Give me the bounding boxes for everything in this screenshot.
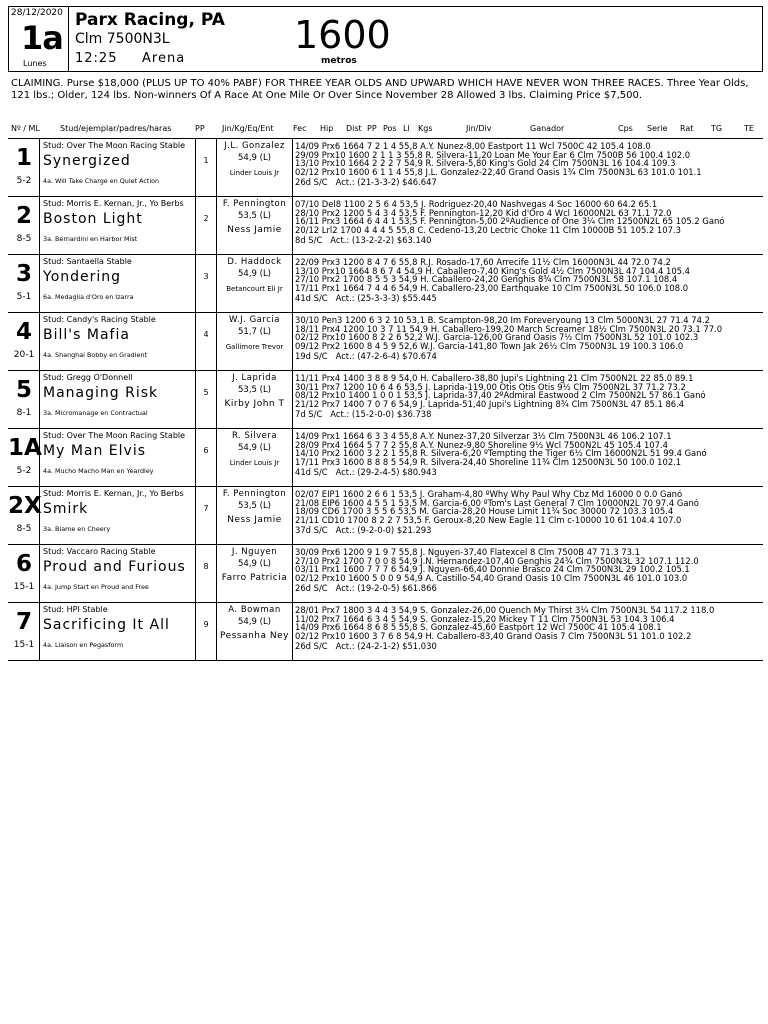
col-serie: Serie (647, 124, 668, 133)
col-dist: Dist (346, 124, 362, 133)
past-performance-line: 27/10 Prx2 1700 8 5 5 3 54,9 H. Caballero-24,20 Genghis 8¾ Clm 7500N3L 58 107.1 108.4 (295, 274, 678, 285)
days-since: 7d S/C (295, 409, 323, 419)
past-performance-line: 22/09 Prx3 1200 8 4 7 6 55,8 R.J. Rosado-17,60 Arrecife 11½ Clm 16000N3L 44 72.0 74.2 (295, 257, 671, 267)
program-number: 1 (15, 145, 32, 171)
past-performance-line: 14/09 Prx6 1664 7 2 1 4 55,8 A.Y. Nunez-8,00 Eastport 11 Wcl 7500C 42 105.4 108.0 (295, 141, 651, 151)
horse-cell (40, 603, 196, 660)
horse-cell (40, 197, 196, 254)
days-since: 26d S/C (295, 641, 328, 651)
trainer-name: Linder Louis Jr (229, 169, 280, 177)
program-number: 5 (15, 377, 32, 403)
past-performance-line: 08/12 Prx10 1400 1 0 0 1 53,5 J. Laprida-37,40 2ºAdmiral Eastwood 2 Clm 7500N2L 57 86.1 Ganó (295, 390, 706, 401)
past-performance-line: 07/10 Del8 1100 2 5 6 4 53,5 J. Rodriguez-20,40 Nashvegas 4 Soc 16000 60 64.2 65.1 (295, 199, 658, 209)
post-position: 2 (196, 197, 217, 254)
horse-name: Proud and Furious (43, 559, 186, 575)
horse-name: Sacrificing It All (43, 617, 170, 633)
record-earnings: Act.: (21-3-3-2) $46.647 (335, 177, 437, 187)
past-performance-line: 21/12 Prx7 1400 7 0 7 6 54,9 J. Laprida-51,40 Jupi's Lightning 8¾ Clm 7500N3L 47 85.1 86.4 (295, 398, 685, 409)
past-performance-line: 18/11 Prx4 1200 10 3 7 11 54,9 H. Caballero-199,20 March Screamer 18½ Clm 7500N3L 20 73.1 77.0 (295, 323, 723, 334)
program-cell (8, 197, 40, 254)
pp-lines (295, 258, 690, 292)
horse-name: My Man Elvis (43, 443, 146, 459)
record-earnings: Act.: (47-2-6-4) $70.674 (335, 351, 437, 361)
days-since: 41d S/C (295, 293, 328, 303)
program-number: 2 (15, 203, 32, 229)
program-cell (8, 487, 40, 544)
jockey-name: D. Haddock (227, 257, 282, 267)
record-earnings: Act.: (29-2-4-5) $80.943 (335, 467, 437, 477)
past-performance-line: 21/08 EIP6 1600 4 5 5 1 53,5 M. Garcia-6,00 ºTom's Last General 7 Clm 10000N2L 70 97.4 Ganó (295, 497, 699, 508)
past-performances (293, 255, 763, 312)
past-performance-line: 28/09 Prx4 1664 5 7 7 2 55,8 A.Y. Nunez-9,80 Shoreline 9½ Wcl 7500N2L 45 105.4 107.4 (295, 439, 668, 450)
weight: 53,5 (L) (238, 501, 271, 511)
col-fec: Fec (293, 124, 307, 133)
pp-summary (295, 178, 437, 187)
col-pp: PP (195, 124, 205, 133)
col-jockey: Jin/Kg/Eq/Ent (222, 124, 274, 133)
col-te: TE (744, 124, 754, 133)
program-number: 7 (15, 609, 32, 635)
past-performance-line: 20/12 Lrl2 1700 4 4 4 5 55,8 C. Cedeno-13,20 Lectric Choke 11 Clm 10000B 51 105.2 107.3 (295, 224, 681, 235)
past-performance-line: 03/11 Prx1 1600 7 7 7 6 54,9 J. Nguyen-66,40 Donnie Brasco 24 Clm 7500N3L 29 100.2 105.1 (295, 564, 690, 575)
morning-line-odds: 5-2 (16, 176, 32, 186)
post-position: 9 (196, 603, 217, 660)
jockey-name: J.L. Gonzalez (224, 141, 285, 151)
past-performance-line: 18/09 CD6 1700 3 5 5 6 53,5 M. Garcia-28,20 House Limit 11¾ Soc 30000 72 103.3 105.4 (295, 506, 674, 517)
stud-owner: Stud: Gregg O'Donnell (43, 373, 133, 382)
morning-line-odds: 15-1 (13, 640, 35, 650)
post-position: 6 (196, 429, 217, 486)
past-performance-line: 17/11 Prx3 1600 8 8 8 5 54,9 R. Silvera-24,40 Shoreline 11¾ Clm 12500N3L 50 100.0 102.1 (295, 456, 682, 467)
days-since: 19d S/C (295, 351, 328, 361)
horse-name: Bill's Mafia (43, 327, 130, 343)
program-cell (8, 545, 40, 602)
past-performance-line: 30/11 Prx7 1200 10 6 4 6 53,5 J. Laprida-119,00 Otis Otis Otis 9½ Clm 7500N2L 37 71.2 73.2 (295, 381, 686, 392)
past-performance-line: 29/09 Prx10 1600 2 1 1 3 55,8 R. Silvera-11,20 Loan Me Your Ear 6 Clm 7500B 56 100.4 102.0 (295, 149, 691, 160)
past-performance-line: 02/07 EIP1 1600 2 6 6 1 53,5 J. Graham-4,80 ºWhy Why Paul Why Cbz Md 16000 0 0.0 Ganó (295, 489, 683, 499)
jockey-cell (217, 197, 293, 254)
pedigree: 6a. Medaglia d'Oro en Izarra (43, 293, 134, 301)
post-position: 1 (196, 139, 217, 196)
program-number: 3 (15, 261, 32, 287)
col-cps: Cps (618, 124, 633, 133)
col-ganador: Ganador (530, 124, 565, 133)
pedigree: 4a. Jump Start en Proud and Free (43, 583, 149, 591)
stud-owner: Stud: Morris E. Kernan, Jr., Yo Berbs (43, 199, 184, 208)
horse-cell (40, 487, 196, 544)
race-distance: 1600 (294, 13, 391, 57)
past-performance-line: 14/10 Prx2 1600 3 2 2 1 55,8 R. Silvera-6,20 ºTempting the Tiger 6½ Clm 16000N2L 51 99.4 Ganó (295, 448, 707, 459)
past-performance-line: 11/11 Prx4 1400 3 8 8 9 54,0 H. Caballero-38,80 Jupi's Lightning 21 Clm 7500N2L 22 85.0 89.1 (295, 373, 694, 383)
horse-cell (40, 313, 196, 370)
past-performance-line: 02/12 Prx10 1600 6 1 1 4 55,8 J.L. Gonzalez-22,40 Grand Oasis 1¾ Clm 7500N3L 63 101.0 101.1 (295, 166, 702, 177)
past-performances (293, 197, 763, 254)
entry-row (8, 487, 763, 545)
pedigree: 3a. Blame en Cheery (43, 525, 111, 533)
past-performance-line: 16/11 Prx3 1664 6 4 4 1 53,5 F. Pennington-5,00 2ºAudience of One 3¼ Clm 12500N2L 65 105.2 Ganó (295, 216, 725, 227)
morning-line-odds: 8-1 (16, 408, 32, 418)
race-class: Clm 7500N3L (75, 31, 170, 47)
jockey-name: W.J. Garcia (229, 315, 280, 325)
pp-lines (295, 316, 722, 350)
past-performance-line: 17/11 Prx1 1664 7 4 4 6 54,9 H. Caballero-23,00 Earthquake 10 Clm 7500N3L 50 106.0 108.0 (295, 282, 689, 293)
past-performance-line: 14/09 Prx6 1664 8 6 8 5 55,8 S. Gonzalez-45,60 Eastport 12 Wcl 7500C 41 105.4 108.1 (295, 622, 662, 633)
entry-row (8, 197, 763, 255)
post-position: 3 (196, 255, 217, 312)
past-performances (293, 371, 763, 428)
horse-cell (40, 371, 196, 428)
weight: 51,7 (L) (238, 327, 271, 337)
past-performance-line: 11/02 Prx7 1664 6 3 4 5 54,9 S. Gonzalez-15,20 Mickey T 11 Clm 7500N3L 53 104.3 106.4 (295, 613, 675, 624)
jockey-cell (217, 139, 293, 196)
horse-name: Boston Light (43, 211, 143, 227)
entry-row (8, 545, 763, 603)
col-num: Nº / ML (11, 124, 40, 133)
col-tg: TG (711, 124, 723, 133)
horse-cell (40, 545, 196, 602)
pp-summary (295, 526, 431, 535)
pedigree: 4a. Liaison en Pegasform (43, 641, 124, 649)
post-time: 12:25 (75, 51, 118, 66)
race-date: 28/12/2020 (11, 8, 63, 18)
past-performance-line: 13/10 Prx10 1664 2 2 2 7 54,9 R. Silvera-5,80 King's Gold 24 Clm 7500N3L 16 104.4 109.3 (295, 158, 676, 169)
weight: 54,9 (L) (238, 617, 271, 627)
days-since: 8d S/C (295, 235, 323, 245)
post-position: 4 (196, 313, 217, 370)
entry-row (8, 371, 763, 429)
pp-lines (295, 374, 706, 408)
pp-summary (295, 642, 437, 651)
past-performance-line: 02/12 Prx10 1600 8 2 2 6 52,2 W.J. Garcia-126,00 Grand Oasis 7½ Clm 7500N3L 52 101.0 102.3 (295, 332, 699, 343)
jockey-cell (217, 371, 293, 428)
weight: 54,9 (L) (238, 153, 271, 163)
days-since: 41d S/C (295, 467, 328, 477)
horse-name: Smirk (43, 501, 89, 517)
pp-summary (295, 236, 431, 245)
race-header (8, 6, 763, 72)
race-day: Lunes (23, 59, 47, 68)
jockey-cell (217, 313, 293, 370)
jockey-cell (217, 603, 293, 660)
pp-summary (295, 352, 437, 361)
past-performances (293, 545, 763, 602)
morning-line-odds: 20-1 (13, 350, 35, 360)
morning-line-odds: 5-2 (16, 466, 32, 476)
past-performance-line: 13/10 Prx10 1664 8 6 7 4 54,9 H. Caballero-7,40 King's Gold 4½ Clm 7500N3L 47 104.4 105.4 (295, 265, 690, 276)
col-kgs: Kgs (418, 124, 433, 133)
morning-line-odds: 8-5 (16, 524, 32, 534)
pp-lines (295, 548, 699, 582)
trainer-name: Linder Louis Jr (229, 459, 280, 467)
program-number: 1A (8, 435, 42, 461)
entry-row (8, 313, 763, 371)
record-earnings: Act.: (19-2-0-5) $61.866 (335, 583, 437, 593)
entries-table (8, 138, 763, 661)
stud-owner: Stud: Santaella Stable (43, 257, 132, 266)
program-cell (8, 429, 40, 486)
horse-name: Managing Risk (43, 385, 159, 401)
weight: 53,5 (L) (238, 211, 271, 221)
weight: 53,5 (L) (238, 385, 271, 395)
past-performances (293, 429, 763, 486)
weight: 54,9 (L) (238, 269, 271, 279)
trainer-name: Betancourt Eli Jr (226, 285, 283, 293)
pp-lines (295, 200, 724, 234)
entry-row (8, 255, 763, 313)
track-name: Parx Racing, PA (75, 10, 225, 30)
program-cell (8, 313, 40, 370)
jockey-cell (217, 487, 293, 544)
jockey-cell (217, 545, 293, 602)
record-earnings: Act.: (9-2-0-0) $21.293 (335, 525, 432, 535)
trainer-name: Kirby John T (224, 399, 285, 409)
race-number: 1a (21, 19, 63, 57)
past-performances (293, 487, 763, 544)
pp-lines (295, 432, 707, 466)
col-rat: Rat (680, 124, 694, 133)
col-hip: Hip (320, 124, 334, 133)
morning-line-odds: 5-1 (16, 292, 32, 302)
jockey-name: A. Bowman (228, 605, 281, 615)
horse-cell (40, 139, 196, 196)
past-performance-line: 28/10 Prx2 1200 5 4 3 4 53,5 F. Pennington-12,20 Kid d'Oro 4 Wcl 16000N2L 63 71.1 72.0 (295, 207, 672, 218)
program-number: 4 (15, 319, 32, 345)
post-position: 7 (196, 487, 217, 544)
jockey-name: J. Laprida (232, 373, 277, 383)
stud-owner: Stud: Over The Moon Racing Stable (43, 431, 186, 440)
past-performance-line: 27/10 Prx2 1700 7 0 0 8 54,9 J.N. Hernandez-107,40 Genghis 24¾ Clm 7500N3L 32 107.1 112.0 (295, 555, 699, 566)
distance-unit: metros (321, 56, 357, 66)
entry-row (8, 429, 763, 487)
past-performances (293, 313, 763, 370)
past-performance-line: 02/12 Prx10 1600 3 7 6 8 54,9 H. Caballero-83,40 Grand Oasis 7 Clm 7500N3L 51 101.0 102.2 (295, 630, 692, 641)
pp-lines (295, 490, 699, 524)
stud-owner: Stud: Vaccaro Racing Stable (43, 547, 156, 556)
horse-name: Synergized (43, 153, 131, 169)
horse-name: Yondering (43, 269, 122, 285)
pp-summary (295, 410, 431, 419)
past-performances (293, 603, 763, 660)
program-cell (8, 603, 40, 660)
past-performance-line: 14/09 Prx1 1664 6 3 3 4 55,8 A.Y. Nunez-37,20 Silverzar 3½ Clm 7500N3L 46 106.2 107.1 (295, 431, 672, 441)
program-cell (8, 255, 40, 312)
pp-summary (295, 294, 437, 303)
col-ll: Ll (403, 124, 410, 133)
record-earnings: Act.: (13-2-2-2) $63.140 (330, 235, 432, 245)
col-jin: Jin/Div (466, 124, 492, 133)
trainer-name: Ness Jamie (227, 515, 282, 525)
col-stud: Stud/ejemplar/padres/haras (60, 124, 172, 133)
days-since: 37d S/C (295, 525, 328, 535)
jockey-name: J. Nguyen (231, 547, 278, 557)
program-number: 6 (15, 551, 32, 577)
entry-row (8, 603, 763, 661)
trainer-name: Farro Patricia (221, 573, 288, 583)
jockey-cell (217, 429, 293, 486)
horse-cell (40, 255, 196, 312)
days-since: 26d S/C (295, 583, 328, 593)
program-number: 2X (8, 493, 42, 519)
past-performances (293, 139, 763, 196)
stud-owner: Stud: Morris E. Kernan, Jr., Yo Berbs (43, 489, 184, 498)
program-cell (8, 139, 40, 196)
trainer-name: Pessanha Ney (220, 631, 289, 641)
stud-owner: Stud: Candy's Racing Stable (43, 315, 156, 324)
past-performance-line: 30/09 Prx6 1200 9 1 9 7 55,8 J. Nguyen-37,40 Flatexcel 8 Clm 7500B 47 71.3 73.1 (295, 547, 640, 557)
past-performance-line: 02/12 Prx10 1600 5 0 0 9 54,9 A. Castillo-54,40 Grand Oasis 10 Clm 7500N3L 46 101.0 103.0 (295, 572, 688, 583)
jockey-name: F. Pennington (222, 489, 287, 499)
pp-lines (295, 606, 714, 640)
race-conditions: CLAIMING. Purse $18,000 (PLUS UP TO 40% PABF) FOR THREE YEAR OLDS AND UPWARD WHICH HAVE NEVER WON THREE RACES. Three Year Olds, 121 lbs.; Older, 124 lbs. Non-winners Of A Race At One Mile Or Over Since November 28 Allowed 3 lbs. Claiming Price $7,500. (11, 78, 749, 101)
col-ppos: PP (367, 124, 377, 133)
morning-line-odds: 15-1 (13, 582, 35, 592)
days-since: 26d S/C (295, 177, 328, 187)
trainer-name: Gallimore Trevor (225, 343, 284, 351)
stud-owner: Stud: HPI Stable (43, 605, 108, 614)
trainer-name: Ness Jamie (227, 225, 282, 235)
pp-summary (295, 468, 437, 477)
pp-summary (295, 584, 437, 593)
post-position: 8 (196, 545, 217, 602)
entry-row (8, 139, 763, 197)
past-performance-line: 30/10 Pen3 1200 6 3 2 10 53,1 B. Scampton-98,20 Im Foreveryoung 13 Clm 5000N3L 27 71.4 74.2 (295, 315, 710, 325)
record-earnings: Act.: (25-3-3-3) $55.445 (335, 293, 437, 303)
weight: 54,9 (L) (238, 443, 271, 453)
jockey-name: R. Silvera (231, 431, 278, 441)
jockey-name: F. Pennington (222, 199, 287, 209)
past-performance-line: 09/12 Prx2 1600 8 4 5 9 52,6 W.J. Garcia-141,80 Town Jak 26½ Clm 7500N3L 19 100.3 106.0 (295, 340, 684, 351)
record-earnings: Act.: (24-2-1-2) $51.030 (335, 641, 437, 651)
past-performance-line: 28/01 Prx7 1800 3 4 4 3 54,9 S. Gonzalez-26,00 Quench My Thirst 3¼ Clm 7500N3L 54 117.2 118.0 (295, 605, 715, 615)
past-performance-line: 21/11 CD10 1700 8 2 2 7 53,5 F. Geroux-8,20 New Eagle 11 Clm c-10000 10 61 104.4 107.0 (295, 514, 682, 525)
record-earnings: Act.: (15-2-0-0) $36.738 (330, 409, 432, 419)
pp-lines (295, 142, 702, 176)
jockey-cell (217, 255, 293, 312)
horse-cell (40, 429, 196, 486)
pedigree: 4a. Will Take Charge en Quiet Action (43, 177, 160, 185)
program-cell (8, 371, 40, 428)
col-pos: Pos (383, 124, 397, 133)
post-position: 5 (196, 371, 217, 428)
pedigree: 4a. Mucho Macho Man en Yeardley (43, 467, 154, 475)
morning-line-odds: 8-5 (16, 234, 32, 244)
stud-owner: Stud: Over The Moon Racing Stable (43, 141, 186, 150)
pedigree: 3a. Bernardini en Harbor Mist (43, 235, 138, 243)
weight: 54,9 (L) (238, 559, 271, 569)
race-id-box (9, 7, 69, 71)
pedigree: 3a. Micromanage en Contractual (43, 409, 148, 417)
surface: Arena (142, 51, 186, 66)
pedigree: 4a. Shanghai Bobby en Gradient (43, 351, 147, 359)
